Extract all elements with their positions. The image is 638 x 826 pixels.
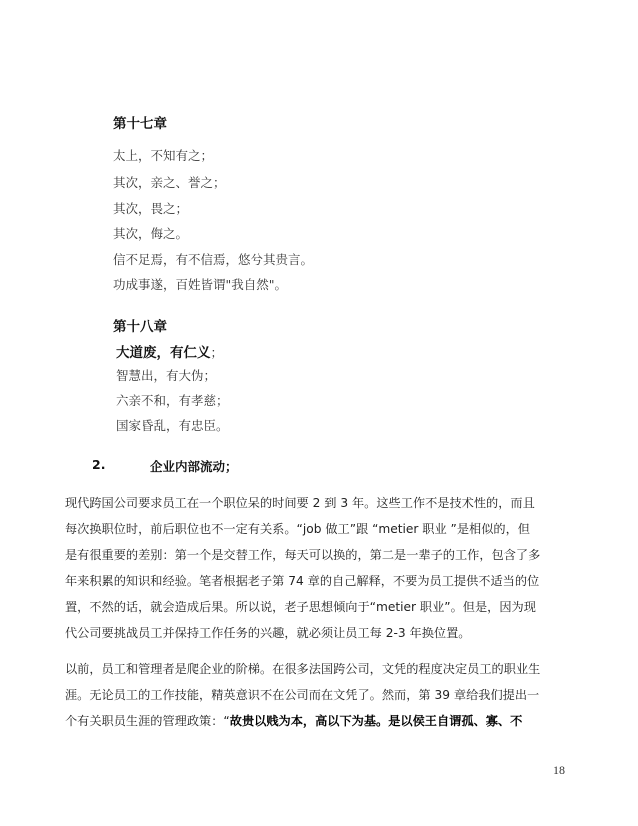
chapter-17-line-4: 其次，侮之。 (113, 226, 189, 241)
section-number: 2. (92, 457, 106, 472)
para1-line-2: 每次换职位时，前后职位也不一定有关系。“job 做工”跟 “metier 职业 ”是相似的，但 (65, 522, 530, 536)
chapter-17-line-2: 其次，亲之、誉之； (113, 175, 226, 190)
para1-line-3: 是有很重要的差别：第一个是交替工作，每天可以换的，第二是一辈子的工作，包含了多 (65, 548, 541, 562)
para2-line-1: 以前，员工和管理者是爬企业的阶梯。在很多法国跨公司，文凭的程度决定员工的职业生 (65, 662, 541, 676)
page-number: 18 (553, 763, 565, 777)
para1-line-1: 现代跨国公司要求员工在一个职位呆的时间要 2 到 3 年。这些工作不是技术性的，而且 (65, 496, 535, 510)
para1-line-6: 代公司要挑战员工并保持工作任务的兴趣，就必须让员工每 2-3 年换位置。 (65, 626, 471, 640)
chapter-18-lead-text: 大道废，有仁义 (116, 345, 211, 361)
chapter-18-lead (116, 341, 223, 361)
chapter-17-title: 第十七章 (113, 116, 167, 132)
chapter-17-line-3: 其次，畏之； (113, 201, 189, 216)
para2-line-3 (65, 712, 575, 729)
chapter-18-line-1: 智慧出，有大伪； (116, 368, 217, 383)
para1-line-4: 年来积累的知识和经验。笔者根据老子第 74 章的自己解释，不要为员工提供不适当的位 (65, 574, 540, 588)
para2-line-2: 涯。无论员工的工作技能，精英意识不在公司而在文凭了。然而，第 39 章给我们提出一 (65, 688, 540, 702)
chapter-17-line-5: 信不足焉，有不信焉，悠兮其贵言。 (113, 252, 314, 267)
chapter-18-lead-punct: ； (210, 345, 224, 360)
chapter-17-line-1: 太上，不知有之； (113, 148, 214, 163)
chapter-18-title: 第十八章 (113, 319, 167, 335)
para1-line-5: 置，不然的话，就会造成后果。所以说，老子思想倾向于“metier 职业”。但是，因为现 (65, 600, 536, 614)
chapter-17-line-6: 功成事遂，百姓皆谓"我自然"。 (113, 277, 287, 292)
section-title: 企业内部流动； (150, 459, 238, 474)
chapter-18-line-3: 国家昏乱，有忠臣。 (116, 418, 229, 433)
para2-line-3-bold: 故贵以贱为本，高以下为基。是以侯王自谓孤、寡、不 (229, 714, 523, 728)
chapter-18-line-2: 六亲不和，有孝慈； (116, 393, 229, 408)
para2-line-3-plain: 个有关职员生涯的管理政策：“ (65, 714, 230, 728)
